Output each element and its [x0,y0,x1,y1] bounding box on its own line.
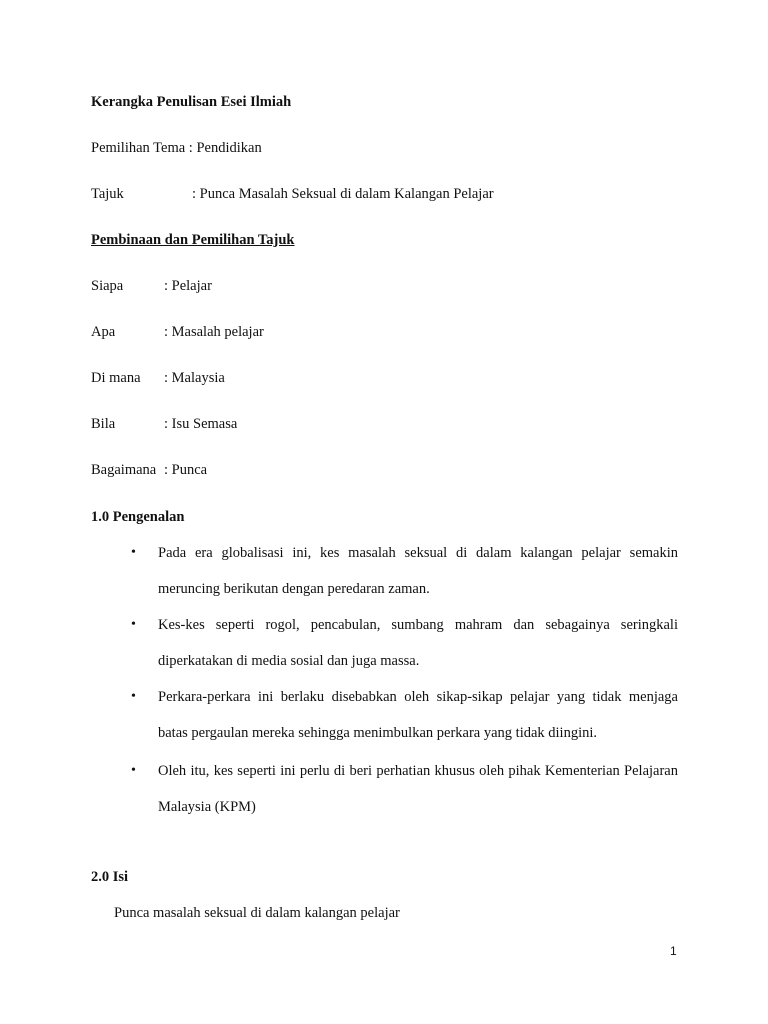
field-label-bila: Bila [91,416,116,432]
field-value-di-mana: : Malaysia [164,370,225,386]
theme-label: Pemilihan Tema [91,140,186,156]
bullet-1-line-2: meruncing berikutan dengan peredaran zaman. [158,581,430,597]
field-label-bagaimana: Bagaimana [91,462,157,478]
bullet-2-line-2: diperkatakan di media sosial dan juga massa. [158,653,420,669]
field-value-siapa: : Pelajar [164,278,212,294]
field-label-siapa: Siapa [91,278,124,294]
field-label-apa: Apa [91,324,116,340]
field-value-apa: : Masalah pelajar [164,324,264,340]
field-value-bila: : Isu Semasa [164,416,238,432]
bullet-3-line-2: batas pergaulan mereka sehingga menimbulkan perkara yang tidak diingini. [158,725,598,741]
bullet-icon: • [131,763,136,778]
bullet-1-line-1: Pada era globalisasi ini, kes masalah seksual di dalam kalangan pelajar semakin [158,545,678,561]
construction-heading: Pembinaan dan Pemilihan Tajuk [91,232,295,248]
section-2-subtitle: Punca masalah seksual di dalam kalangan pelajar [114,905,400,921]
bullet-2-line-1: Kes-kes seperti rogol, pencabulan, sumbang mahram dan sebagainya seringkali [158,617,678,633]
theme-value: : Pendidikan [188,140,262,156]
theme-row [91,139,262,157]
section-1-heading: 1.0 Pengenalan [91,509,185,525]
bullet-icon: • [131,617,136,632]
field-label-di-mana: Di mana [91,370,141,386]
section-2-heading: 2.0 Isi [91,869,129,885]
bullet-4-line-1: Oleh itu, kes seperti ini perlu di beri perhatian khusus oleh pihak Kementerian Pelajaran [158,763,678,779]
topic-label: Tajuk [91,186,124,202]
bullet-icon: • [131,689,136,704]
bullet-icon: • [131,545,136,560]
topic-value: : Punca Masalah Seksual di dalam Kalangan Pelajar [192,186,494,202]
bullet-3-line-1: Perkara-perkara ini berlaku disebabkan oleh sikap-sikap pelajar yang tidak menjaga [158,689,678,705]
field-value-bagaimana: : Punca [164,462,208,478]
document-title: Kerangka Penulisan Esei Ilmiah [91,94,292,110]
bullet-4-line-2: Malaysia (KPM) [158,799,256,815]
page-number: 1 [670,944,677,958]
